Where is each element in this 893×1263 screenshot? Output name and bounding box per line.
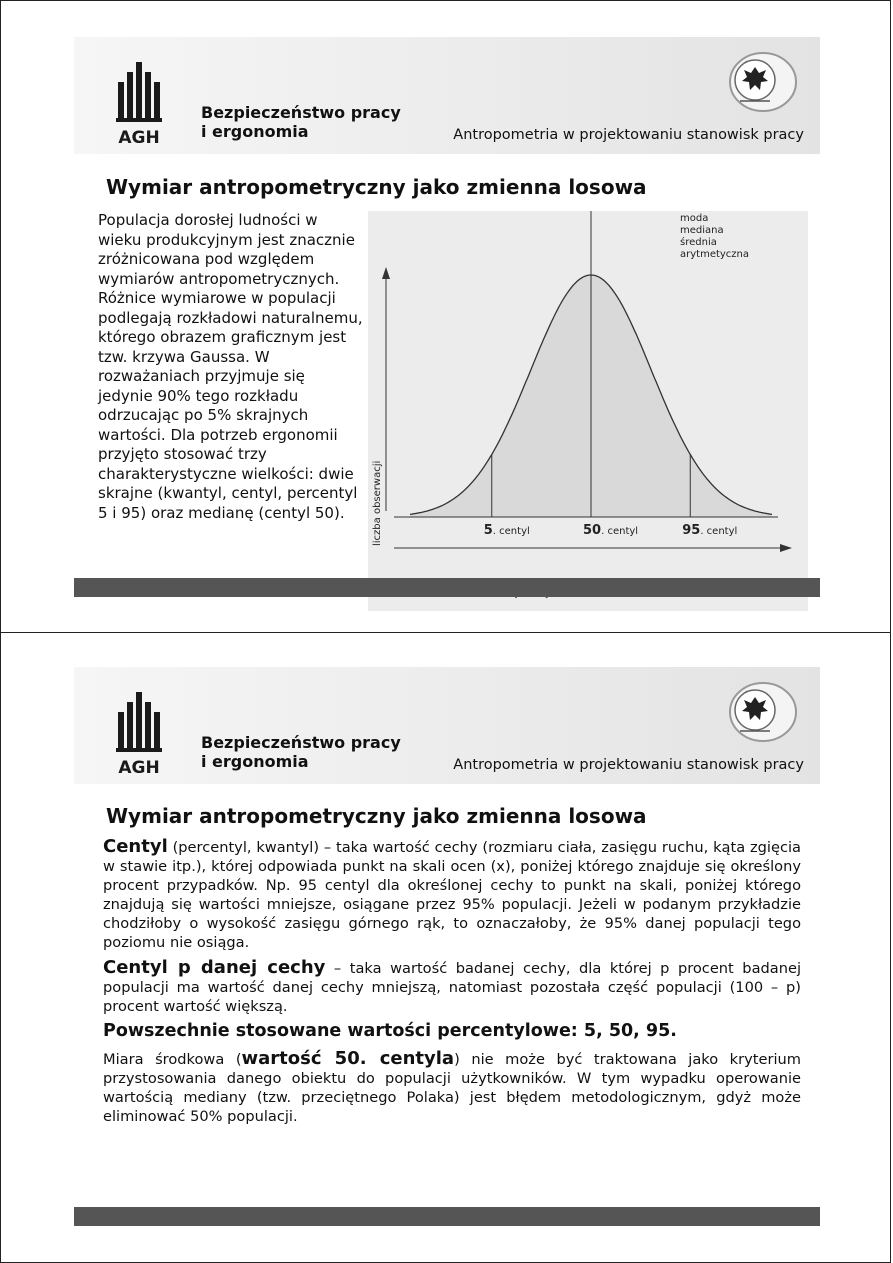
centyl-p-definition xyxy=(103,958,801,1016)
logo-text: AGH xyxy=(118,128,160,148)
agh-logo-icon xyxy=(112,692,172,782)
centyl-text: (percentyl, kwantyl) – taka wartość cechy (rozmiaru ciała, zasięgu ruchu, kąta zgięcia w stawie itp.), której odpowiada punkt na skali ocen (x), poniżej którego znajduje się określony procent przypadków. Np. 95 centyl dla określonej cechy to punkt na skali, poniżej którego znajdują się wartości mniejsze, osiągane przez 95% populacji. Jeżeli w podanym przykładzie chodziłoby o wysokość zasięgu górnego rąk, to oznaczałoby, że 95% danej populacji tego poziomu nie osiąga. xyxy=(103,839,801,951)
term-centyl-p: Centyl p danej cechy xyxy=(103,957,326,978)
slide-1 xyxy=(74,37,820,597)
annotation-line-2: mediana xyxy=(680,225,724,236)
term-centyl: Centyl xyxy=(103,836,168,857)
annotation-line-1: moda xyxy=(680,213,709,224)
slide-body xyxy=(103,837,801,1132)
intro-paragraph: Populacja dorosłej ludności w wieku produkcyjnym jest znacznie zróżnicowana pod względem wymiarów antropometrycznych. Różnice wymiarowe w populacji podlegają rozkładowi naturalnemu, którego obrazem graficznym jest tzw. krzywa Gaussa. W rozważaniach przyjmuje się jedynie 90% tego rozkładu odrzucając po 5% skrajnych wartości. Dla potrzeb ergonomii przyjęto stosować trzy charakterystyczne wielkości: dwie skrajne (kwantyl, centyl, percentyl 5 i 95) oraz medianę (centyl 50). xyxy=(98,211,363,522)
course-title xyxy=(201,733,401,771)
logo-text: AGH xyxy=(118,758,160,778)
marker-label-95: 95. centyl xyxy=(682,523,738,538)
median-paragraph xyxy=(103,1049,801,1126)
marker-label-50: 50. centyl xyxy=(583,523,639,538)
annotation-line-3: średnia xyxy=(680,237,717,248)
gauss-chart xyxy=(368,211,808,611)
university-seal-icon xyxy=(728,51,798,113)
footer-bar xyxy=(74,1207,820,1226)
common-percentiles-heading: Powszechnie stosowane wartości percentylowe: 5, 50, 95. xyxy=(103,1021,677,1041)
slide-header xyxy=(74,37,820,154)
subject-title: Antropometria w projektowaniu stanowisk pracy xyxy=(453,127,804,143)
median-text: ) nie może być traktowana jako kryterium przystosowania danego obiektu do populacji użytkowników. W tym wypadku operowanie wartością mediany (tzw. przeciętnego Polaka) jest błędem metodologicznym, gdyż może eliminować 50% populacji. xyxy=(103,1051,801,1125)
course-line-2: i ergonomia xyxy=(201,122,309,141)
y-axis-label: liczba obserwacji xyxy=(372,460,383,546)
subject-title: Antropometria w projektowaniu stanowisk pracy xyxy=(453,757,804,773)
course-line-1: Bezpieczeństwo pracy xyxy=(201,103,401,122)
slide-title: Wymiar antropometryczny jako zmienna losowa xyxy=(106,804,647,828)
agh-logo-icon xyxy=(112,62,172,152)
slide-2 xyxy=(74,667,820,1227)
slide-header xyxy=(74,667,820,784)
university-seal-icon xyxy=(728,681,798,743)
marker-label-5: 5. centyl xyxy=(483,523,530,538)
centyl-definition xyxy=(103,837,801,952)
course-title xyxy=(201,103,401,141)
term-median: wartość 50. centyla xyxy=(241,1048,455,1069)
footer-bar xyxy=(74,578,820,597)
course-line-1: Bezpieczeństwo pracy xyxy=(201,733,401,752)
page-2 xyxy=(0,632,891,1263)
median-pre: Miara środkowa ( xyxy=(103,1051,242,1068)
slide-title: Wymiar antropometryczny jako zmienna losowa xyxy=(106,175,647,199)
centyl-p-text: – taka wartość badanej cechy, dla której p procent badanej populacji ma wartość danej cechy mniejszą, natomiast pozostała część populacji (100 – p) procent wartość większą. xyxy=(103,960,802,1015)
course-line-2: i ergonomia xyxy=(201,752,309,771)
annotation-line-4: arytmetyczna xyxy=(680,249,750,260)
